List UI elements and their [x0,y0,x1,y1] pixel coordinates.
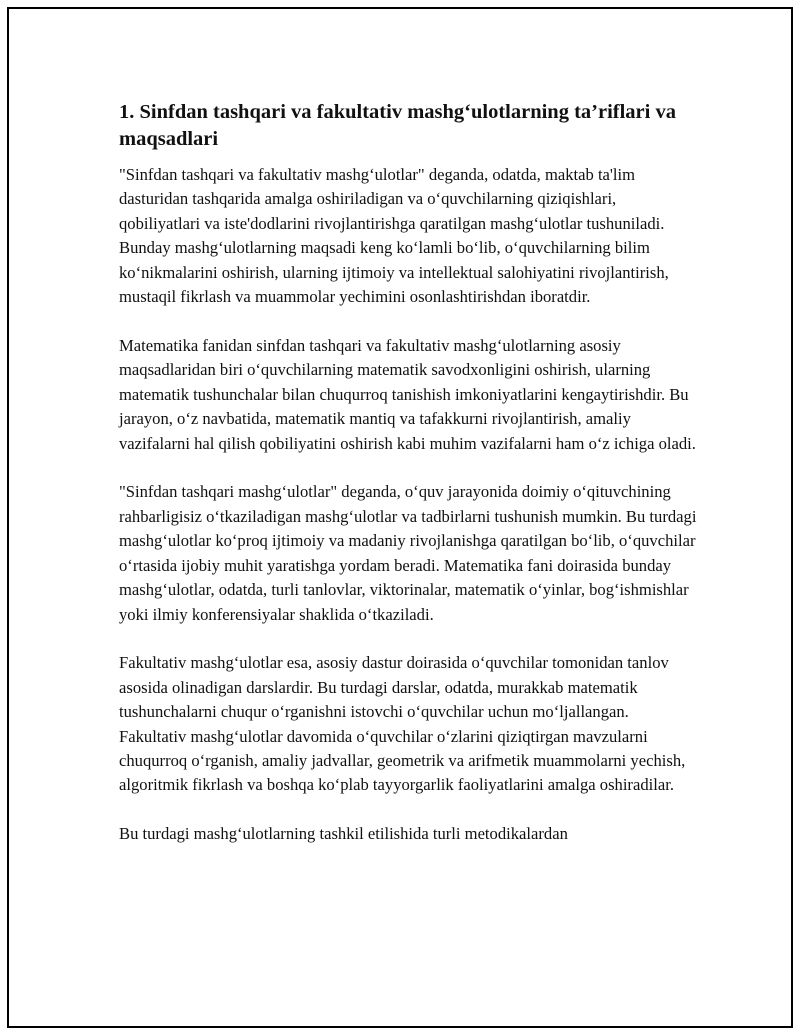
paragraph-extracurricular: "Sinfdan tashqari mashg‘ulotlar" deganda, o‘quv jarayonida doimiy o‘qituvchining rahbarligisiz o‘tkaziladigan mashg‘ulotlar va tadbirlarni tushunish mumkin. Bu turdagi mashg‘ulotlar ko‘proq ijtimoiy va madaniy rivojlanishga qaratilgan bo‘lib, o‘quvchilar o‘rtasida ijobiy muhit yaratishga yordam beradi. Matematika fani doirasida bunday mashg‘ulotlar, odatda, turli tanlovlar, viktorinalar, matematik o‘yinlar, bog‘ishmishlar yoki ilmiy konferensiyalar shaklida o‘tkaziladi. [119,482,697,624]
paragraph-methods: Bu turdagi mashg‘ulotlarning tashkil etilishida turli metodikalardan [119,824,568,844]
document-page [7,7,793,1028]
paragraph-definition: "Sinfdan tashqari va fakultativ mashg‘ulotlar" deganda, odatda, maktab ta'lim dasturidan tashqarida amalga oshiriladigan va o‘quvchilarning qiziqishlari, qobiliyatlari va iste'dodlarini rivojlantirishga qaratilgan mashg‘ulotlar tushuniladi. Bunday mashg‘ulotlarning maqsadi keng ko‘lamli bo‘lib, o‘quvchilarning bilim ko‘nikmalarini oshirish, ularning ijtimoiy va intellektual salohiyatini rivojlantirish, mustaqil fikrlash va muammolar yechimini osonlashtirishdan iboratdir. [119,165,669,307]
section-heading: 1. Sinfdan tashqari va fakultativ mashg‘ulotlarning ta’riflari va maqsadlari [119,101,676,150]
paragraph-elective: Fakultativ mashg‘ulotlar esa, asosiy dastur doirasida o‘quvchilar tomonidan tanlov asosida olinadigan darslardir. Bu turdagi darslar, odatda, murakkab matematik tushunchalarni chuqur o‘rganishni istovchi o‘quvchilar uchun mo‘ljallangan. Fakultativ mashg‘ulotlar davomida o‘quvchilar o‘zlarini qiziqtirgan mavzularni chuqurroq o‘rganish, amaliy jadvallar, geometrik va arifmetik muammolarni yechish, algoritmik fikrlash va boshqa ko‘plab tayyorgarlik faoliyatlarini amalga oshiradilar. [119,653,686,795]
document-body [119,99,699,871]
paragraph-math-goals: Matematika fanidan sinfdan tashqari va fakultativ mashg‘ulotlarning asosiy maqsadlaridan biri o‘quvchilarning matematik savodxonligini oshirish, ularning matematik tushunchalar bilan chuqurroq tanishish imkoniyatlarini kengaytirishdir. Bu jarayon, o‘z navbatida, matematik mantiq va tafakkurni rivojlantirish, amaliy vazifalarni hal qilish qobiliyatini oshirish kabi muhim vazifalarni ham o‘z ichiga oladi. [119,335,696,453]
